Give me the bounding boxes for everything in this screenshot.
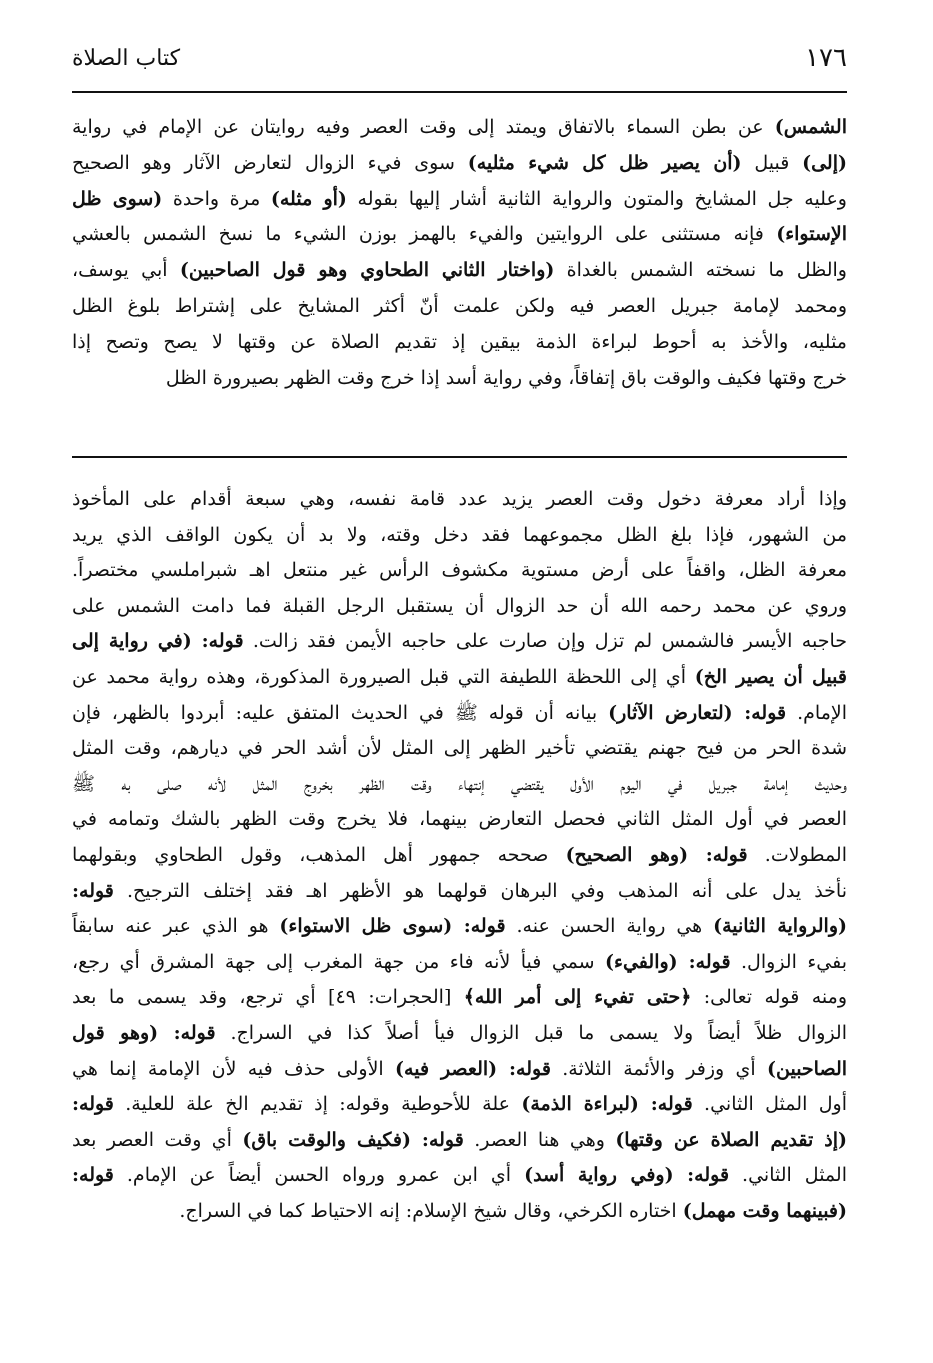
commentary-line: [72, 945, 847, 981]
main-text-line: [72, 217, 847, 253]
commentary-line: [72, 1087, 847, 1123]
main-text-block: [72, 110, 847, 396]
main-text-line: [72, 325, 847, 361]
bold-segment: قوله: (سوى ظل الاستواء): [279, 915, 506, 938]
bold-segment: قبيل أن يصير الخ): [694, 665, 847, 688]
commentary-line: [72, 624, 847, 660]
bold-segment: قوله: (لتعارض الآثار): [608, 701, 787, 724]
chapter-title: كتاب الصلاة: [72, 45, 181, 71]
main-text-line: [72, 253, 847, 289]
text-segment: المثل الثاني.: [729, 1164, 847, 1187]
bold-segment: الإستواء): [776, 223, 847, 246]
bold-segment: قوله: (وفي رواية أسد): [524, 1164, 730, 1187]
bold-segment: (إذ تقديم الصلاة عن وقتها): [615, 1128, 847, 1151]
header-divider: [72, 91, 847, 93]
text-segment: الإمام.: [786, 701, 847, 724]
commentary-line: [72, 1194, 847, 1230]
text-segment: أي وزفر والأئمة الثلاثة.: [550, 1057, 768, 1080]
text-segment: اختاره الكرخي، وقال شيخ الإسلام: إنه الاحتياط كما في السراج.: [179, 1199, 683, 1222]
text-segment: خرج وقتها فكيف والوقت باق إتفاقاً، وفي رواية أسد إذا خرج وقت الظهر بصيرورة الظل: [165, 366, 847, 389]
bold-segment: (إلى): [802, 151, 847, 174]
text-segment: والظل ما نسخته الشمس بالغداة: [554, 259, 847, 282]
bold-segment: الصاحبين): [767, 1057, 847, 1080]
text-segment: أول المثل الثاني.: [692, 1093, 847, 1116]
text-segment: معرفة الظل، واقفاً على أرض مستوية مكشوف الرأس غير منتعل اهـ شبراملسي مختصراً.: [72, 559, 847, 582]
commentary-line: [72, 1052, 847, 1088]
bold-segment: قوله: (في رواية إلى: [72, 630, 244, 653]
commentary-line: [72, 802, 847, 838]
bold-segment: الشمس): [774, 116, 847, 138]
bold-segment: (أو مثله): [270, 187, 347, 210]
bold-segment: (واختار الثاني الطحاوي وهو قول الصاحبين): [179, 259, 555, 282]
bold-segment: (سوى ظل: [72, 187, 163, 210]
bold-segment: قوله: (فكيف والوقت باق): [242, 1128, 464, 1151]
text-segment: مرة واحدة: [162, 187, 271, 210]
commentary-line: [72, 838, 847, 874]
bold-segment: قوله:: [72, 1093, 114, 1116]
text-segment: أبي يوسف،: [72, 259, 180, 282]
text-segment: ومحمد لإمامة جبريل العصر فيه ولكن علمت أنّ أكثر المشايخ على إشتراط بلوغ الظل: [72, 294, 847, 317]
commentary-line: [72, 518, 847, 554]
text-segment: أي ابن عمرو ورواه الحسن أيضاً عن الإمام.: [113, 1164, 525, 1187]
footnote-divider: [72, 456, 847, 458]
commentary-line: [72, 1123, 847, 1159]
text-segment: سمي فيأ لأنه فاء من جهة المغرب إلى جهة المشرق أي رجع،: [72, 950, 606, 973]
commentary-line: [72, 696, 847, 732]
text-segment: وعليه جل المشايخ والمتون والرواية الثانية أشار إليها بقوله: [346, 187, 847, 210]
text-segment: مثليه، والأخذ به أحوط لبراءة الذمة بيقين إذ تقديم الصلاة عن وقتها لا يصح وتصح إذا: [72, 330, 847, 353]
text-segment: بفيء الزوال.: [730, 950, 847, 973]
commentary-line: [72, 767, 847, 803]
bold-segment: قوله: (العصر فيه): [395, 1057, 551, 1080]
text-segment: من الشهور، فإذا بلغ الظل مجموعهما فقد دخل وقته، ولا بد أن يكون الواقف الذي يريد: [72, 523, 847, 546]
text-segment: نأخذ يدل على أنه المذهب وفي البرهان قولهما هو الأظهر اهـ فقد إختلف الترجيح.: [113, 879, 847, 902]
bold-segment: (فبينهما وقت مهمل): [682, 1199, 847, 1222]
text-segment: قبيل: [741, 151, 803, 174]
text-segment: أي إلى اللحظة اللطيفة التي قبل الصيرورة المذكورة، وهذه رواية محمد عن: [72, 665, 695, 688]
text-segment: هي رواية الحسن عنه.: [505, 915, 714, 938]
bold-segment: قوله: (لبراءة الذمة): [521, 1093, 693, 1116]
text-segment: ومنه قوله تعالى:: [691, 986, 847, 1009]
main-text-line: [72, 110, 847, 146]
text-segment: سوى فيء الزوال لتعارض الآثار وهو الصحيح: [72, 151, 468, 174]
text-segment: فإنه مستثنى على الروايتين والفيء بالهمز بوزن الشيء ما نسخ الشمس بالعشي: [72, 223, 777, 246]
commentary-line: [72, 1158, 847, 1194]
commentary-text-block: [72, 482, 847, 1229]
bold-segment: (أن يصير ظل كل شيء مثليه): [467, 151, 742, 174]
text-segment: وإذا أراد معرفة دخول وقت العصر يزيد عدد قامة نفسه، وهي سبعة أقدام على المأخوذ: [72, 488, 847, 510]
main-text-line: [72, 289, 847, 325]
commentary-line: [72, 589, 847, 625]
commentary-line: [72, 731, 847, 767]
text-segment: المطولات.: [747, 843, 847, 866]
text-segment: شدة الحر من فيح جهنم يقتضي تأخير الظهر إلى المثل لأن أشد الحر في ديارهم، وقت المثل: [72, 737, 847, 760]
text-segment: أي وقت العصر بعد: [72, 1128, 243, 1151]
text-segment: العصر في أول المثل الثاني فحصل التعارض بينهما، فلا يخرج وقت الظهر بالشك وتمامه في: [72, 808, 847, 831]
text-segment: حاجبه الأيسر فالشمس لم تزل وإن صارت على حاجبه الأيمن فقد زالت.: [243, 630, 847, 653]
text-segment: [الحجرات: ٤٩] أي ترجع، وقد يسمى ما بعد: [72, 986, 464, 1009]
text-segment: وروي عن محمد رحمه الله أن حد الزوال أن يستقبل الرجل القبلة فما دامت الشمس على: [72, 594, 847, 617]
text-segment: بيانه أن قوله ﷺ في الحديث المتفق عليه: أبردوا بالظهر، فإن: [72, 701, 609, 724]
commentary-line: [72, 909, 847, 945]
bold-segment: قوله:: [72, 1164, 114, 1187]
main-text-line: [72, 182, 847, 218]
bold-segment: قوله:: [72, 879, 114, 902]
bold-segment: ﴿حتى تفيء إلى أمر الله﴾: [463, 986, 692, 1009]
text-segment: الزوال ظلاً أيضاً ولا يسمى ما قبل الزوال فيأ أصلاً كذا في السراج.: [215, 1021, 847, 1044]
bold-segment: قوله: (والفيء): [605, 950, 731, 973]
text-segment: وهي هنا العصر.: [463, 1128, 616, 1151]
text-segment: الأولى حذف فيه لأن الإمامة إنما هي: [72, 1057, 396, 1080]
commentary-line: [72, 1016, 847, 1052]
main-text-line: [72, 361, 847, 397]
commentary-line: [72, 874, 847, 910]
commentary-line: [72, 980, 847, 1016]
text-segment: وحديث إمامة جبريل في اليوم الأول يقتضي إنتهاء وقت الظهر بخروج المثل لأنه صلى به ﷺ: [72, 772, 847, 795]
bold-segment: قوله: (وهو قول: [72, 1021, 216, 1044]
text-segment: صححه جمهور أهل المذهب، وقول الطحاوي وبقولهما: [72, 843, 566, 866]
text-segment: عن بطن السماء بالاتفاق ويمتد إلى وقت العصر وفيه روايتان عن الإمام في رواية: [72, 116, 775, 138]
commentary-line: [72, 660, 847, 696]
commentary-line: [72, 482, 847, 518]
bold-segment: (والرواية الثانية): [713, 915, 847, 938]
main-text-line: [72, 146, 847, 182]
text-segment: علة للأحوطية وقوله: إذ تقديم الخ علة للعلية.: [113, 1093, 522, 1116]
page-number: ١٧٦: [805, 43, 847, 73]
page-header: [72, 38, 847, 78]
bold-segment: قوله: (وهو الصحيح): [565, 843, 748, 866]
commentary-line: [72, 553, 847, 589]
text-segment: هو الذي عبر عنه سابقاً: [72, 915, 280, 938]
